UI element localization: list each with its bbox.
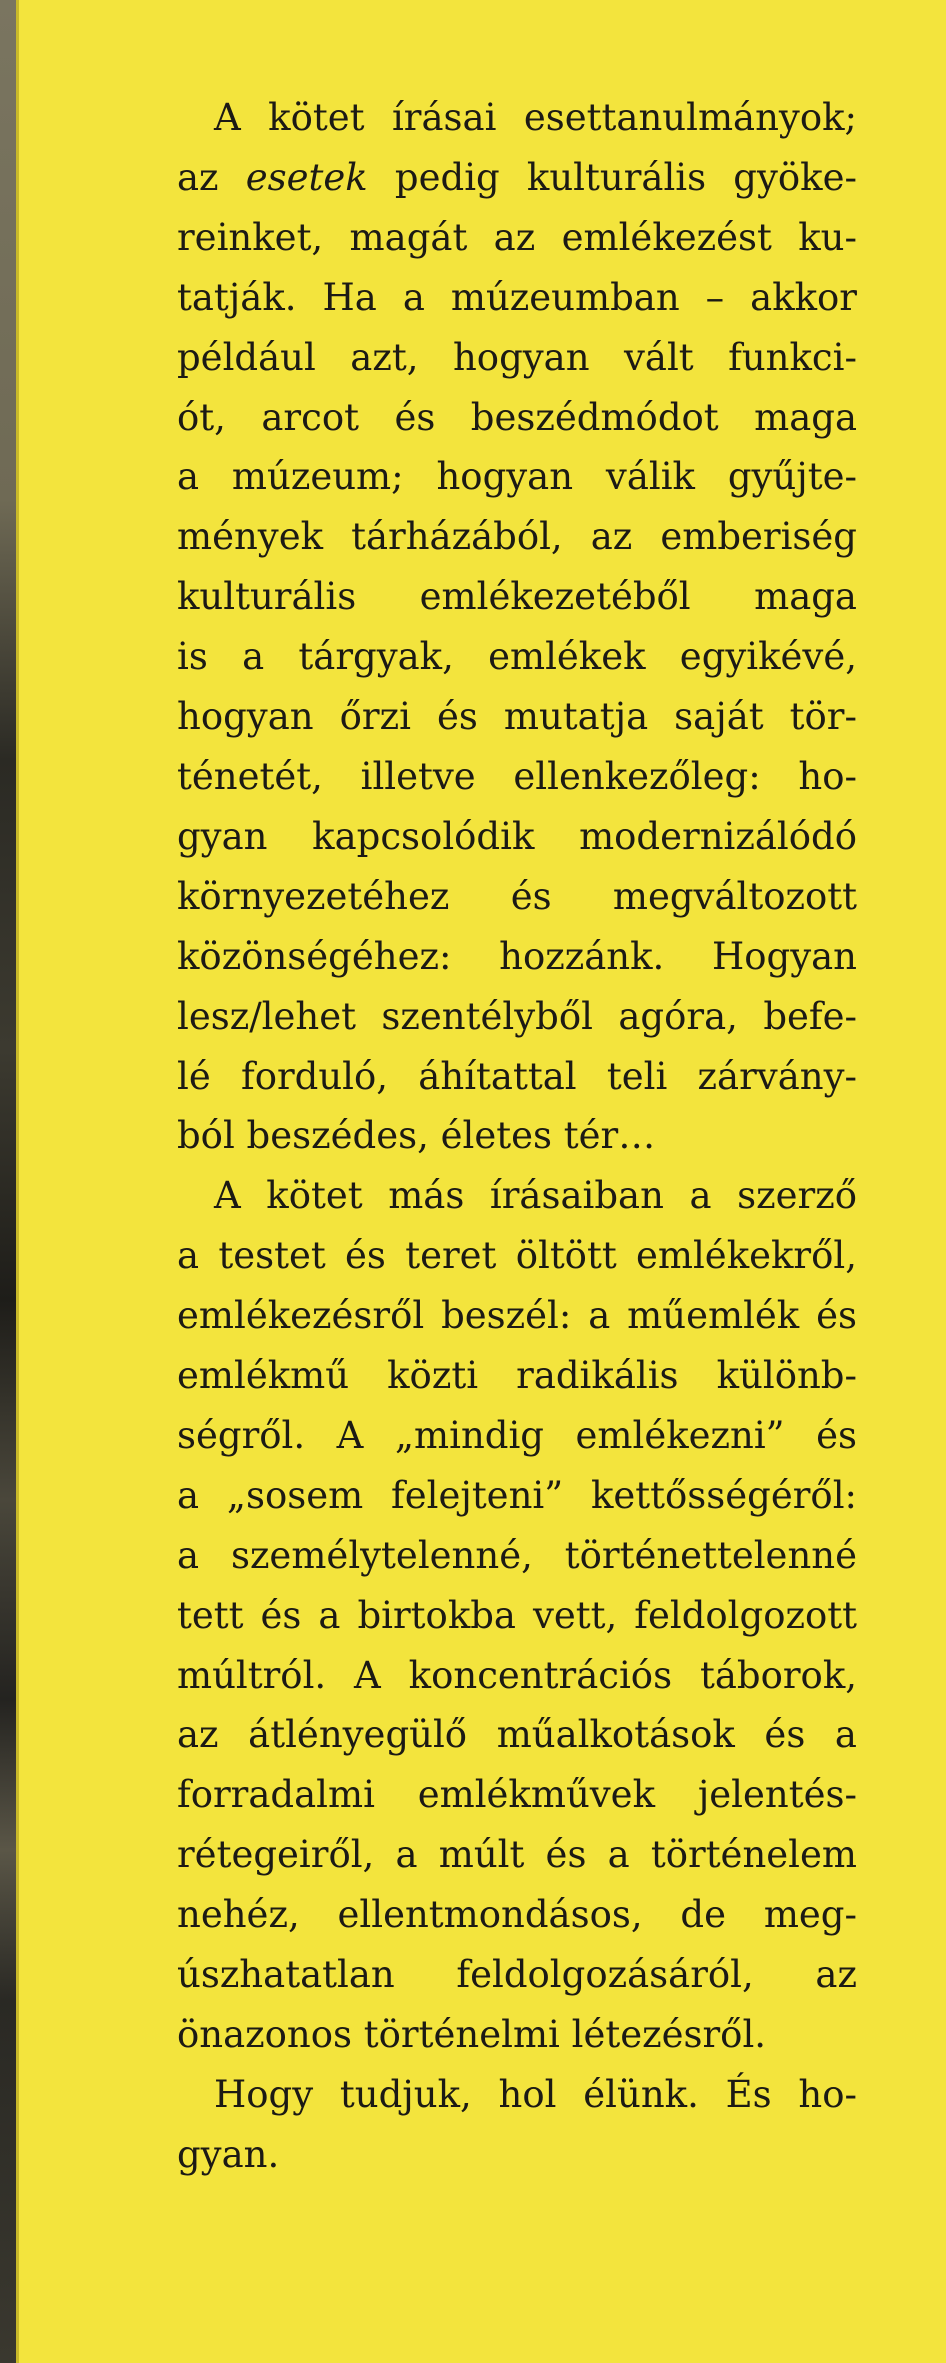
blurb-line: [177, 1765, 857, 1825]
blurb-line-text: tatják. Ha a múzeumban – akkor: [177, 275, 857, 319]
blurb-line-text: reinket, magát az emlékezést ku-: [177, 215, 857, 259]
blurb-line: [177, 88, 857, 148]
blurb-paragraph: [177, 1166, 857, 2065]
blurb-line: [177, 567, 857, 627]
blurb-line: [177, 447, 857, 507]
blurb-line: [177, 388, 857, 448]
blurb-line-text: emlékmű közti radikális különb-: [177, 1354, 857, 1398]
blurb-italic-term: esetek: [245, 155, 368, 199]
blurb-line-text: a múzeum; hogyan válik gyűjte-: [177, 455, 857, 499]
blurb-line-text: hogyan őrzi és mutatja saját tör-: [177, 695, 857, 739]
blurb-line-text: rétegeiről, a múlt és a történelem: [177, 1833, 857, 1877]
blurb-line-text: gyan.: [177, 2132, 280, 2176]
blurb-line: [177, 1226, 857, 1286]
blurb-line: [177, 1106, 857, 1166]
blurb-line-text: ból beszédes, életes tér…: [177, 1114, 656, 1158]
blurb-line: [177, 268, 857, 328]
blurb-line-text: lesz/lehet szentélyből agóra, befe-: [177, 994, 857, 1038]
blurb-line: [177, 1705, 857, 1765]
blurb-line-text: kulturális emlékezetéből maga: [177, 575, 857, 619]
blurb-line-text: Hogy tudjuk, hol élünk. És ho-: [214, 2072, 857, 2116]
blurb-line: [177, 1166, 857, 1226]
blurb-paragraph: [177, 88, 857, 1166]
blurb-paragraph: [177, 2065, 857, 2185]
blurb-line: [177, 1945, 857, 2005]
blurb-line-text: A kötet más írásaiban a szerző: [214, 1174, 857, 1218]
blurb-line-text: a „sosem felejteni” kettősségéről:: [177, 1473, 857, 1517]
blurb-line: [177, 328, 857, 388]
blurb-line: [177, 1466, 857, 1526]
blurb-line: [177, 2005, 857, 2065]
blurb-line-text: például azt, hogyan vált funkci-: [177, 335, 857, 379]
blurb-line-text: nehéz, ellentmondásos, de meg-: [177, 1893, 857, 1937]
blurb-line-text: az: [177, 155, 246, 199]
blurb-line: [177, 1586, 857, 1646]
blurb-line-text: önazonos történelmi létezésről.: [177, 2013, 767, 2056]
blurb-line: [177, 1646, 857, 1706]
blurb-line-text: úszhatatlan feldolgozásáról, az: [177, 1953, 857, 1997]
blurb-line-text: A kötet írásai esettanulmányok;: [214, 96, 857, 139]
left-edge-photo-strip: [0, 0, 16, 2363]
blurb-line-text: ót, arcot és beszédmódot maga: [177, 395, 857, 439]
blurb-line-text: forradalmi emlékművek jelentés-: [177, 1773, 857, 1817]
blurb-line-text: is a tárgyak, emlékek egyikévé,: [177, 635, 857, 679]
blurb-line: [177, 2065, 857, 2125]
blurb-line: [177, 1286, 857, 1346]
blurb-line-text: tett és a birtokba vett, feldolgozott: [177, 1593, 857, 1637]
blurb-line: [177, 1406, 857, 1466]
blurb-line-text: az átlényegülő műalkotások és a: [177, 1713, 857, 1757]
blurb-line: [177, 1825, 857, 1885]
blurb-line-text: pedig kulturális gyöke-: [367, 155, 857, 199]
blurb-line-text: gyan kapcsolódik modernizálódó: [177, 814, 857, 858]
blurb-line-text: közönségéhez: hozzánk. Hogyan: [177, 934, 857, 978]
blurb-line: [177, 627, 857, 687]
blurb-line: [177, 747, 857, 807]
blurb-line: [177, 687, 857, 747]
blurb-line-text: lé forduló, áhítattal teli zárvány-: [177, 1054, 857, 1098]
blurb-line: [177, 987, 857, 1047]
blurb-line-text: mények tárházából, az emberiség: [177, 515, 857, 559]
blurb-line: [177, 507, 857, 567]
blurb-line: [177, 208, 857, 268]
back-cover-panel: [19, 0, 946, 2363]
blurb-line-text: ténetét, illetve ellenkezőleg: ho-: [177, 754, 857, 798]
blurb-line-text: ségről. A „mindig emlékezni” és: [177, 1413, 857, 1457]
blurb-line: [177, 867, 857, 927]
blurb-line-text: múltról. A koncentrációs táborok,: [177, 1653, 857, 1697]
blurb-line: [177, 1047, 857, 1107]
blurb-line-text: emlékezésről beszél: a műemlék és: [177, 1294, 857, 1338]
blurb-line-text: a személytelenné, történettelenné: [177, 1533, 857, 1577]
blurb-line: [177, 927, 857, 987]
blurb-line-text: környezetéhez és megváltozott: [177, 874, 857, 918]
blurb-line: [177, 1346, 857, 1406]
blurb-line: [177, 1526, 857, 1586]
blurb-line: [177, 1885, 857, 1945]
blurb-line: [177, 807, 857, 867]
blurb-line: [177, 2125, 857, 2185]
blurb-line: [177, 148, 857, 208]
back-cover-blurb: [177, 88, 857, 2185]
blurb-line-text: a testet és teret öltött emlékekről,: [177, 1234, 857, 1278]
